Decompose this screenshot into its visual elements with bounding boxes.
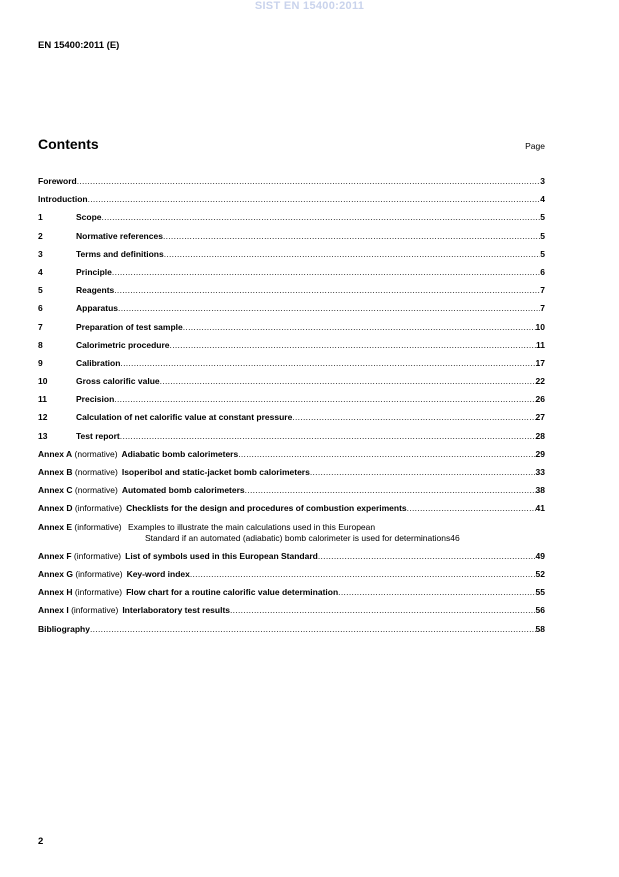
clause-number: 10 (38, 376, 48, 387)
toc-entry-page: 5 (540, 248, 545, 259)
annex-label: Annex C (38, 485, 73, 496)
toc-entry-page: 7 (540, 303, 545, 314)
toc-entry-page: 22 (535, 376, 545, 387)
toc-entry-page: 33 (535, 467, 545, 477)
leader-dots (120, 431, 536, 442)
toc-entry-clause-7[interactable] (38, 322, 545, 333)
toc-entry-annex-h[interactable] (38, 587, 545, 598)
leader-dots (164, 249, 541, 260)
annex-kind: (informative) (74, 503, 123, 514)
toc-entry-title: Scope (76, 212, 102, 223)
toc-entry-page: 38 (535, 485, 545, 496)
toc-entry-page: 29 (535, 448, 545, 459)
clause-number: 13 (38, 430, 48, 441)
leader-dots (90, 624, 536, 635)
annex-label: Annex A (38, 448, 73, 459)
annex-label: Annex F (38, 550, 72, 561)
page-title: Contents (38, 136, 99, 152)
toc-entry-bibliography[interactable] (38, 624, 545, 635)
toc-entry-clause-4[interactable] (38, 267, 545, 278)
toc-entry-annex-b[interactable] (38, 467, 545, 478)
toc-entry-title-continued: Standard if an automated (adiabatic) bomb calorimeter is used for determinations (145, 532, 451, 543)
toc-entry-page: 26 (535, 394, 545, 405)
toc-entry-title: Adiabatic bomb calorimeters (121, 448, 239, 459)
toc-entry-title: Calculation of net calorific value at constant pressure (76, 412, 293, 423)
annex-kind: (normative) (74, 467, 118, 477)
leader-dots (114, 285, 540, 296)
toc-entry-page: 46 (450, 532, 460, 543)
leader-dots (102, 212, 541, 223)
toc-entry-clause-13[interactable] (38, 431, 545, 442)
toc-entry-title: Key-word index (126, 568, 190, 579)
toc-entry-introduction[interactable] (38, 194, 545, 205)
toc-entry-page: 11 (536, 339, 545, 350)
toc-entry-page: 55 (535, 587, 545, 598)
annex-label: Annex B (38, 467, 73, 477)
document-id: EN 15400:2011 (E) (38, 40, 120, 51)
leader-dots (230, 605, 536, 616)
annex-label: Annex D (38, 503, 73, 514)
clause-number: 12 (38, 412, 48, 423)
leader-dots (120, 358, 535, 369)
toc-entry-page: 5 (540, 230, 545, 241)
annex-label: Annex I (38, 605, 69, 616)
toc-entry-foreword[interactable] (38, 176, 545, 187)
leader-dots (170, 340, 536, 351)
leader-dots (407, 503, 536, 514)
toc-entry-title: Reagents (76, 285, 115, 296)
leader-dots (160, 376, 536, 387)
toc-entry-clause-6[interactable] (38, 303, 545, 314)
annex-kind: (normative) (74, 485, 118, 496)
page-column-label: Page (525, 141, 545, 151)
leader-dots (310, 467, 536, 478)
clause-number: 3 (38, 248, 43, 259)
watermark: SIST EN 15400:2011 (254, 0, 365, 12)
toc-entry-title: Examples to illustrate the main calculations used in this European (128, 521, 376, 532)
annex-kind: (informative) (73, 550, 122, 561)
toc-entry-page: 28 (535, 430, 545, 441)
leader-dots (238, 449, 535, 460)
leader-dots (338, 587, 535, 598)
page-number: 2 (38, 836, 44, 847)
leader-dots (245, 485, 536, 496)
toc-entry-page: 17 (535, 357, 545, 368)
toc-entry-page: 4 (540, 194, 545, 205)
clause-number: 11 (38, 394, 47, 405)
annex-kind: (informative) (75, 568, 123, 579)
leader-dots (292, 412, 535, 423)
toc-entry-page: 5 (540, 212, 545, 223)
toc-entry-page: 49 (535, 550, 545, 561)
annex-kind: (normative) (74, 448, 118, 459)
clause-number: 5 (38, 285, 43, 296)
clause-number: 9 (38, 357, 43, 368)
leader-dots (77, 176, 541, 187)
toc-entry-annex-a[interactable] (38, 449, 545, 460)
clause-number: 6 (38, 303, 43, 314)
toc-entry-title: Isoperibol and static-jacket bomb calorimeters (121, 467, 310, 477)
leader-dots (163, 231, 540, 242)
table-of-contents (38, 176, 545, 642)
annex-e-first-line (38, 522, 545, 533)
clause-number: 4 (38, 266, 43, 277)
toc-entry-clause-8[interactable] (38, 340, 545, 351)
toc-entry-clause-10[interactable] (38, 376, 545, 387)
toc-entry-title: Checklists for the design and procedures of combustion experiments (126, 503, 407, 514)
toc-entry-annex-i[interactable] (38, 605, 545, 616)
toc-entry-page: 41 (535, 503, 545, 514)
toc-entry-title: Terms and definitions (76, 248, 164, 259)
toc-entry-title: Foreword (38, 176, 77, 186)
toc-entry-clause-5[interactable] (38, 285, 545, 296)
toc-entry-annex-c[interactable] (38, 485, 545, 496)
toc-entry-title: Gross calorific value (76, 376, 160, 387)
toc-entry-clause-1[interactable] (38, 212, 545, 223)
toc-entry-title: Precision (76, 394, 115, 405)
toc-entry-clause-3[interactable] (38, 249, 545, 260)
toc-entry-title: Bibliography (38, 623, 90, 634)
toc-entry-page: 58 (535, 623, 545, 634)
annex-kind: (informative) (74, 587, 123, 598)
toc-entry-clause-2[interactable] (38, 231, 545, 242)
leader-dots (183, 322, 536, 333)
annex-kind: (informative) (74, 521, 122, 532)
toc-entry-annex-d[interactable] (38, 503, 545, 514)
toc-entry-title: Calibration (76, 357, 121, 368)
toc-entry-page: 27 (535, 412, 545, 423)
leader-dots (190, 569, 536, 580)
toc-entry-clause-11[interactable] (38, 394, 545, 405)
toc-entry-title: Test report (76, 430, 120, 441)
toc-entry-page: 6 (540, 266, 545, 277)
toc-entry-title: Calorimetric procedure (76, 339, 170, 350)
clause-number: 2 (38, 230, 43, 241)
toc-entry-clause-9[interactable] (38, 358, 545, 369)
toc-entry-annex-f[interactable] (38, 551, 545, 562)
leader-dots (112, 267, 540, 278)
toc-entry-title: Interlaboratory test results (122, 605, 231, 616)
toc-entry-title: Principle (76, 266, 112, 277)
toc-entry-annex-g[interactable] (38, 569, 545, 580)
leader-dots (318, 551, 536, 562)
annex-e-second-line (38, 533, 545, 544)
toc-entry-title: Flow chart for a routine calorific value determination (126, 587, 339, 598)
toc-entry-page: 52 (535, 568, 545, 579)
leader-dots (118, 303, 540, 314)
annex-kind: (informative) (71, 605, 119, 616)
toc-entry-title: Apparatus (76, 303, 119, 314)
toc-entry-clause-12[interactable] (38, 412, 545, 423)
annex-label: Annex H (38, 587, 73, 598)
toc-entry-title: Automated bomb calorimeters (121, 485, 245, 496)
toc-entry-page: 56 (535, 605, 545, 616)
leader-dots (114, 394, 535, 405)
toc-entry-page: 3 (540, 176, 545, 186)
clause-number: 7 (38, 321, 43, 332)
toc-entry-title: List of symbols used in this European Standard (125, 550, 318, 561)
toc-entry-title: Preparation of test sample (76, 321, 183, 332)
toc-entry-page: 10 (535, 321, 545, 332)
annex-label: Annex G (38, 568, 73, 579)
toc-entry-title: Normative references (76, 230, 163, 241)
toc-entry-title: Introduction (38, 194, 88, 205)
annex-label: Annex E (38, 521, 73, 532)
toc-entry-annex-e[interactable] (38, 522, 545, 544)
clause-number: 8 (38, 339, 43, 350)
toc-entry-page: 7 (540, 285, 545, 296)
clause-number: 1 (38, 212, 43, 223)
leader-dots (88, 194, 541, 205)
